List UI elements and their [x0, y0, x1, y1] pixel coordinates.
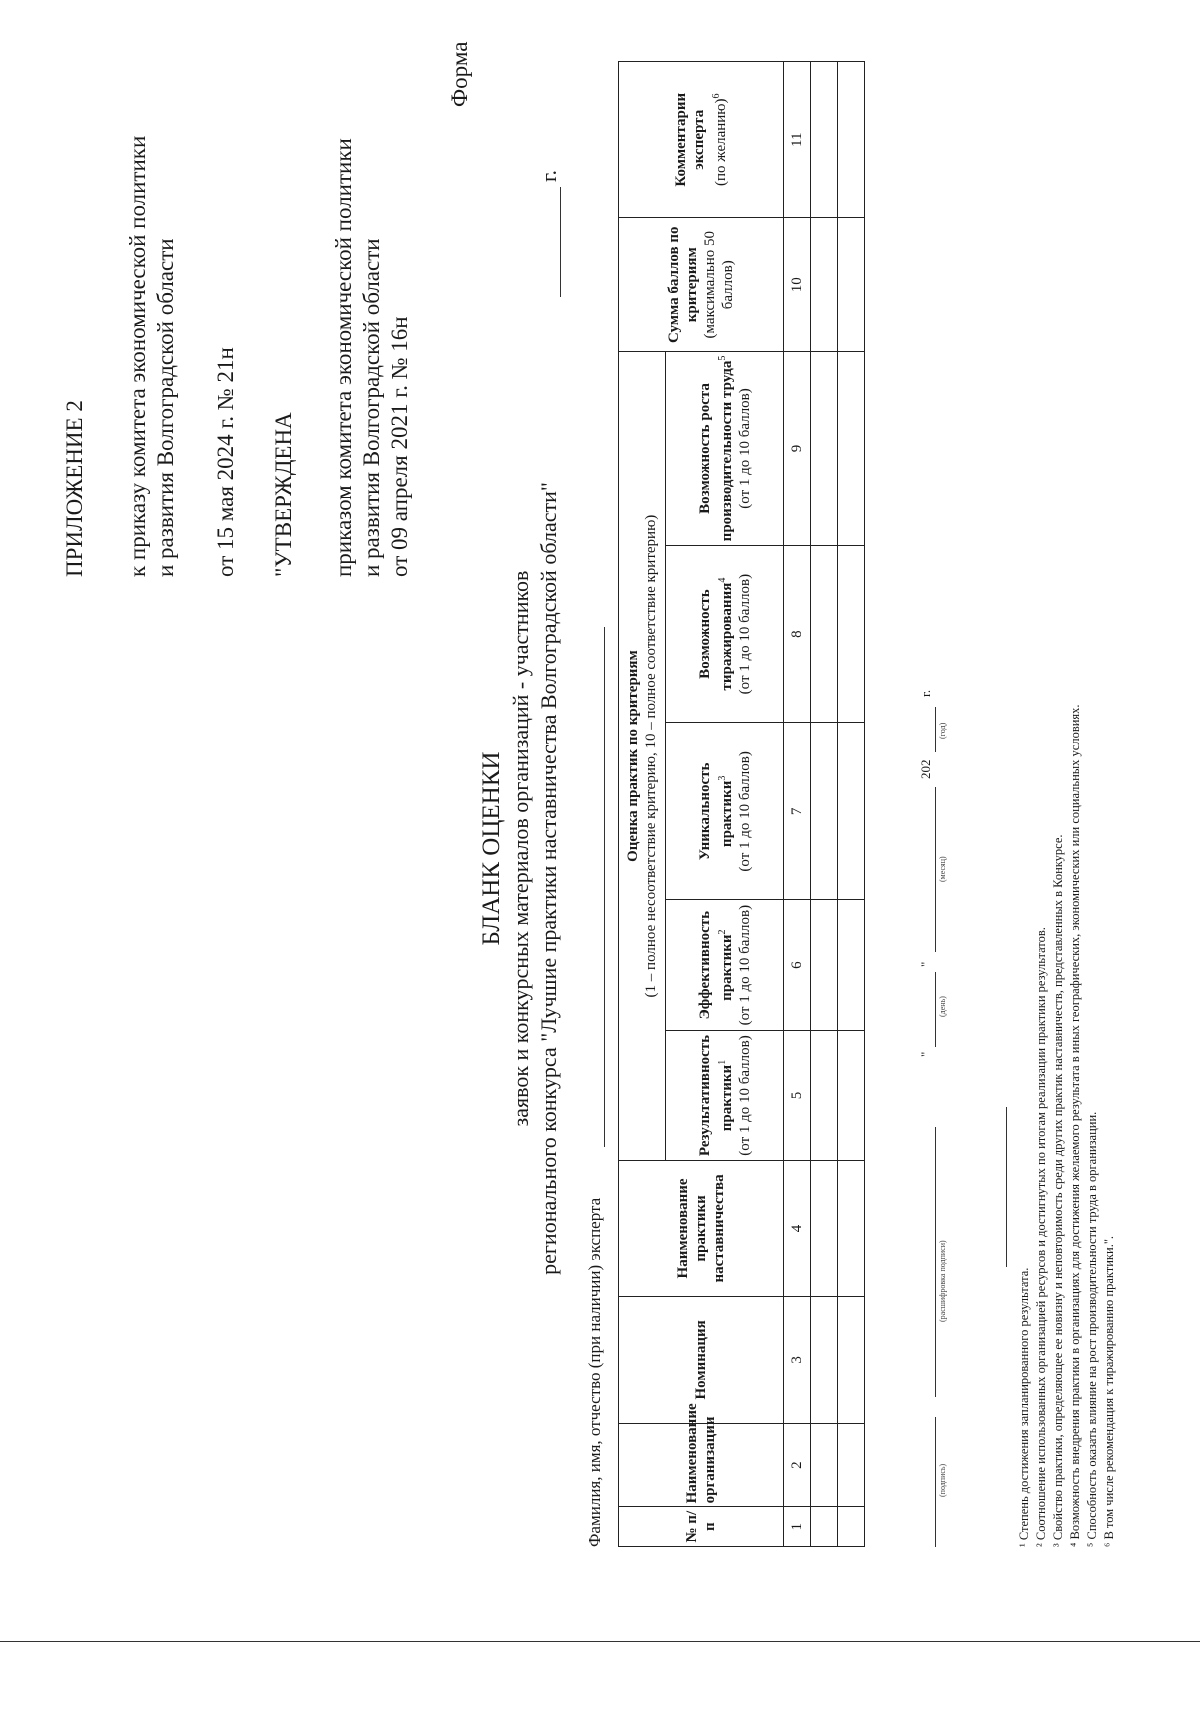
- form-subtitle-2: регионального конкурса "Лучшие практики наставничества Волгоградской области": [536, 482, 561, 1275]
- col-header-sum: [619, 218, 784, 351]
- table-cell[interactable]: [811, 545, 838, 722]
- comment-header-label: Комментарии эксперта: [673, 92, 707, 187]
- table-cell[interactable]: [811, 1423, 838, 1506]
- title-year-suffix: г.: [536, 169, 561, 182]
- evaluation-table: [618, 61, 865, 1547]
- sum-header-label: Сумма баллов по критериям: [666, 226, 700, 343]
- criteria-4-name: Возможность тиражирования: [696, 582, 735, 691]
- criteria-3-range: (от 1 до 10 баллов): [736, 751, 753, 872]
- year-line: [935, 707, 936, 752]
- month-caption: (месяц): [938, 856, 947, 882]
- year-suffix: г.: [918, 689, 933, 697]
- table-cell[interactable]: [811, 1161, 838, 1297]
- col-header-org: Наименование организации: [619, 1423, 784, 1506]
- criteria-1-range: (от 1 до 10 баллов): [736, 1035, 753, 1156]
- col-number: 6: [784, 900, 811, 1030]
- criteria-2-name: Эффективность практики: [696, 910, 735, 1020]
- criteria-header-5: [666, 351, 784, 545]
- table-cell[interactable]: [838, 1030, 865, 1160]
- criteria-5-sup: 5: [716, 355, 728, 361]
- sum-header-note: (максимально 50 баллов): [702, 231, 736, 339]
- table-cell[interactable]: [838, 723, 865, 900]
- day-caption: (день): [938, 996, 947, 1017]
- expert-name-label: Фамилия, имя, отчество (при наличии) эксперта: [585, 1197, 604, 1547]
- col-header-num: № п/п: [619, 1507, 784, 1547]
- footnote-6: ⁶ В том числе рекомендация к тиражированию практики.".: [1102, 1235, 1116, 1547]
- table-cell[interactable]: [811, 351, 838, 545]
- table-cell[interactable]: [811, 62, 838, 219]
- comment-header-note: [708, 65, 730, 215]
- table-cell[interactable]: [838, 1161, 865, 1297]
- col-number: 11: [784, 62, 811, 219]
- decode-line: [935, 1127, 936, 1397]
- table-cell[interactable]: [838, 1423, 865, 1506]
- order-line-2: и развития Волгоградской области: [153, 238, 178, 577]
- footnote-2: ² Соотношение использованных организацией ресурсов и достигнутых по итогам реализации практики результатов.: [1034, 927, 1048, 1547]
- signature-line: [935, 1417, 936, 1547]
- col-number: 2: [784, 1423, 811, 1506]
- approved-line-2: и развития Волгоградской области: [359, 238, 384, 577]
- expert-name-line: [604, 627, 605, 1147]
- criteria-header-3: [666, 723, 784, 900]
- table-cell[interactable]: [811, 723, 838, 900]
- criteria-3-name: Уникальность практики: [696, 762, 735, 861]
- criteria-group-header: [619, 351, 666, 1160]
- footnote-3: ³ Свойство практики, определяющее ее новизну и неповторимость среди других практик наставничеств, представленных в Конкурсе.: [1051, 834, 1065, 1547]
- year-prefix: 202: [918, 759, 933, 779]
- month-line: [935, 787, 936, 952]
- criteria-4-range: (от 1 до 10 баллов): [736, 573, 753, 695]
- col-number: 4: [784, 1161, 811, 1297]
- year-blank-line: [560, 187, 561, 297]
- comment-header-sup: 6: [711, 93, 722, 99]
- table-cell[interactable]: [838, 545, 865, 722]
- date-quote-open: ": [918, 1051, 933, 1057]
- criteria-3-sup: 3: [716, 775, 728, 781]
- col-number: 1: [784, 1507, 811, 1547]
- year-caption: (год): [938, 722, 947, 739]
- approved-line-3: от 09 апреля 2021 г. № 16н: [387, 316, 412, 577]
- table-cell[interactable]: [838, 1296, 865, 1423]
- table-cell[interactable]: [838, 900, 865, 1030]
- col-number: 3: [784, 1296, 811, 1423]
- table-row: [838, 62, 865, 1547]
- table-cell[interactable]: [838, 218, 865, 351]
- date-quote-close: ": [918, 961, 933, 967]
- table-cell[interactable]: [838, 351, 865, 545]
- day-line: [935, 972, 936, 1047]
- order-line-1: к приказу комитета экономической политики: [125, 135, 150, 577]
- footnote-4: ⁴ Возможность внедрения практики в организациях для достижения желаемого результата в иных географических, экономических или социальных условиях.: [1068, 704, 1082, 1547]
- criteria-1-sup: 1: [716, 1059, 728, 1065]
- criteria-4-sup: 4: [716, 577, 728, 583]
- comment-header-note-text: (по желанию): [713, 98, 729, 186]
- col-number: 7: [784, 723, 811, 900]
- criteria-5-range: (от 1 до 10 баллов): [736, 388, 753, 509]
- table-cell[interactable]: [811, 218, 838, 351]
- table-cell[interactable]: [811, 1030, 838, 1160]
- criteria-2-sup: 2: [716, 929, 728, 935]
- criteria-1-name: Результативность практики: [696, 1034, 735, 1157]
- decode-caption: (расшифровка подписи): [938, 1240, 947, 1322]
- col-number: 9: [784, 351, 811, 545]
- table-cell[interactable]: [811, 1507, 838, 1547]
- table-cell[interactable]: [811, 1296, 838, 1423]
- form-label: Форма: [447, 41, 472, 107]
- col-header-practice: Наименование практики наставничества: [619, 1161, 784, 1297]
- col-number: 8: [784, 545, 811, 722]
- col-number: 10: [784, 218, 811, 351]
- criteria-group-title: Оценка практик по критериям: [625, 650, 641, 862]
- approved-line-1: приказом комитета экономической политики: [331, 138, 356, 577]
- form-title: БЛАНК ОЦЕНКИ: [478, 751, 505, 946]
- col-header-comment: [619, 62, 784, 219]
- approved-label: "УТВЕРЖДЕНА: [271, 412, 296, 577]
- appendix-title: ПРИЛОЖЕНИЕ 2: [62, 400, 87, 577]
- criteria-2-range: (от 1 до 10 баллов): [736, 904, 753, 1026]
- col-header-nomination: Номинация: [619, 1296, 784, 1423]
- scan-edge-line: [0, 1641, 1200, 1642]
- criteria-group-subtitle: (1 – полное несоответствие критерию, 10 – полное соответствие критерию): [643, 514, 659, 998]
- table-cell[interactable]: [838, 1507, 865, 1547]
- criteria-header-2: [666, 900, 784, 1030]
- table-cell[interactable]: [838, 62, 865, 219]
- footnote-1: ¹ Степень достижения запланированного результата.: [1017, 1267, 1031, 1547]
- col-number: 5: [784, 1030, 811, 1160]
- column-number-row: [784, 62, 811, 1547]
- footnote-divider: [1006, 1107, 1007, 1267]
- criteria-header-4: [666, 545, 784, 722]
- form-subtitle-1: заявок и конкурсных материалов организаций - участников: [508, 570, 533, 1127]
- criteria-header-1: [666, 1030, 784, 1160]
- table-row: [811, 62, 838, 1547]
- table-cell[interactable]: [811, 900, 838, 1030]
- footnote-5: ⁵ Способность оказать влияние на рост производительности труда в организации.: [1085, 1111, 1099, 1547]
- criteria-5-name: Возможность роста производительности труда: [696, 360, 735, 542]
- signature-caption: (подпись): [938, 1463, 947, 1497]
- order-date: от 15 мая 2024 г. № 21н: [213, 347, 238, 577]
